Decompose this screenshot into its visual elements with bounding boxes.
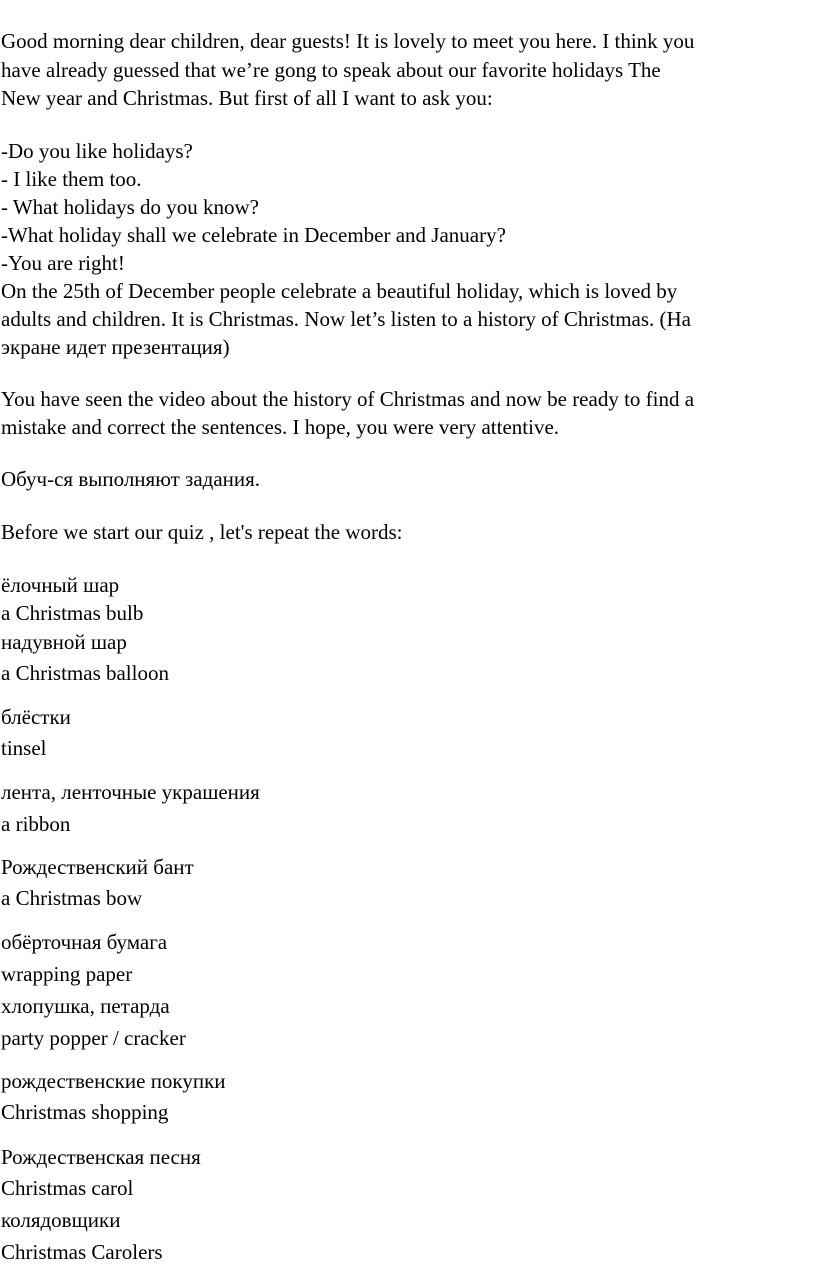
vocab-ru: хлопушка, петарда — [1, 994, 170, 1018]
vocab-en: a Christmas bow — [1, 886, 143, 910]
vocab-en: Christmas carol — [1, 1176, 134, 1200]
vocab-ru: Рождественский бант — [1, 855, 194, 879]
dialog-question-3: -What holiday shall we celebrate in December and January? — [1, 223, 506, 247]
vocab-en: tinsel — [1, 736, 47, 760]
vocab-en: a Christmas bulb — [1, 601, 144, 625]
video-line-1: You have seen the video about the history of Christmas and now be ready to find a — [1, 387, 695, 411]
vocab-en: a ribbon — [1, 812, 71, 836]
vocab-ru: Рождественская песня — [1, 1145, 201, 1169]
dialog-question-2: - What holidays do you know? — [1, 195, 259, 219]
dialog-question-1: -Do you like holidays? — [1, 139, 193, 163]
vocab-ru: надувной шар — [1, 630, 127, 654]
christmas-line-1: On the 25th of December people celebrate a beautiful holiday, which is loved by — [1, 279, 678, 303]
vocab-en: Christmas Carolers — [1, 1240, 163, 1264]
christmas-line-3: экране идет презентация) — [1, 335, 230, 359]
vocab-ru: рождественские покупки — [1, 1069, 226, 1093]
vocab-en: wrapping paper — [1, 962, 133, 986]
vocab-en: a Christmas balloon — [1, 661, 169, 685]
vocab-ru: колядовщики — [1, 1208, 121, 1232]
dialog-answer-1: - I like them too. — [1, 167, 142, 191]
video-line-2: mistake and correct the sentences. I hope, you were very attentive. — [1, 415, 560, 439]
intro-line-3: New year and Christmas. But first of all I want to ask you: — [1, 86, 493, 110]
vocab-ru: блёстки — [1, 705, 71, 729]
intro-line-2: have already guessed that we’re gong to speak about our favorite holidays The — [1, 58, 661, 82]
task-note: Обуч-ся выполняют задания. — [1, 467, 261, 491]
vocab-en: Christmas shopping — [1, 1100, 169, 1124]
quiz-intro: Before we start our quiz , let's repeat the words: — [1, 520, 403, 544]
intro-line-1: Good morning dear children, dear guests! It is lovely to meet you here. I think you — [1, 29, 695, 53]
vocab-en: party popper / cracker — [1, 1026, 186, 1050]
vocab-ru: ёлочный шар — [1, 573, 120, 597]
dialog-answer-2: -You are right! — [1, 251, 125, 275]
christmas-line-2: adults and children. It is Christmas. Now let’s listen to a history of Christmas. (На — [1, 307, 691, 331]
vocab-ru: обёрточная бумага — [1, 930, 168, 954]
vocab-ru: лента, ленточные украшения — [1, 780, 260, 804]
